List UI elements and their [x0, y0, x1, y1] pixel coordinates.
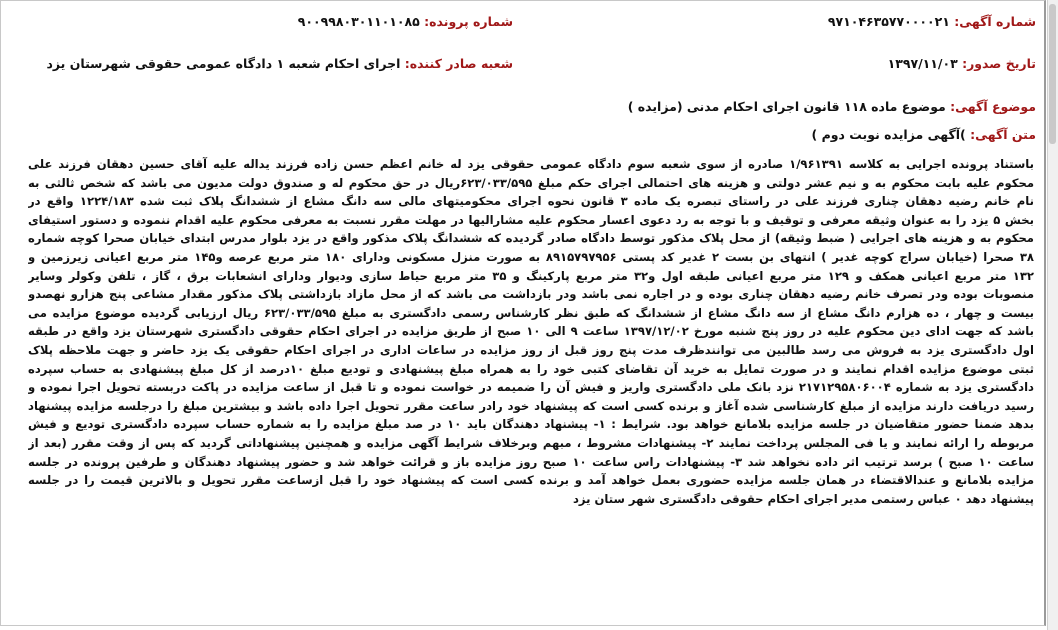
body-line: نام خانم رضیه دهقان چناری فرزند علی در راستای تبصره یک ماده ۳ قانون نحوه اجرای محکومیتهای مالی سه دانگ مشاع از ششدانگ پلاک ثبت شده ۱۲۲۴/۱۸۳ واقع در: [28, 194, 1034, 209]
case-number-value: ۹۰۰۹۹۸۰۳۰۱۱۰۱۰۸۵: [297, 14, 420, 29]
issue-date-label: تاریخ صدور:: [962, 56, 1036, 71]
ad-subject: [628, 99, 1036, 114]
ad-number-value: ۹۷۱۰۴۶۳۵۷۷۰۰۰۰۲۱: [827, 14, 950, 29]
body-line: ۱۳۲ متر مربع اعیانی همکف و ۱۲۹ متر مربع اعیانی طبقه اول و۳۲ متر مربع پارکینگ و ۳۵ متر مربع حیاط سازی ودیوار ودارای انشعابات برق ، گاز ، تلفن وکولر وسایر: [28, 268, 1034, 283]
scrollbar-thumb[interactable]: [1049, 4, 1056, 144]
body-line: ثبتی موضوع مزایده اقدام نمایند و در صورت تمایل به خرید آن تقاضای کتبی خود را به همراه مبلغ پیشنهادی و تودیع مبلغ ۱۰درصد از کل مبلغ پیشنهادی به حساب سپرده: [28, 361, 1034, 376]
body-line: باستناد پرونده اجرایی به کلاسه ۱/۹۶۱۳۹۱ صادره از سوی شعبه سوم دادگاه عمومی حقوقی یزد له خانم اعظم حسن زاده فرزند یداله علیه آقای حسین دهقان فرزند علی: [28, 157, 1034, 171]
case-number-label: شماره پرونده:: [424, 14, 513, 29]
text-label: متن آگهی:: [970, 127, 1036, 142]
notice-body: [28, 155, 1034, 508]
body-line: باشد که جهت ادای دین محکوم علیه در روز پنج شنبه مورخ ۱۳۹۷/۱۲/۰۲ ساعت ۹ الی ۱۰ صبح از طریق مزایده در اجرای احکام حقوقی دادگستری شهرستان یزد واقع در طبقه: [28, 324, 1034, 339]
issue-date: [888, 56, 1036, 71]
body-line: ساعت ۱۰ صبح ) برسد ترتیب اثر داده نخواهد شد ۳- پیشنهادات راس ساعت ۱۰ صبح روز مزایده باز و قرائت خواهد شد و حضور پیشنهاد دهندگان و طرفین پرونده در جلسه: [28, 454, 1034, 469]
body-line: مزایده بلامانع و عندالاقتضاء در همان جلسه مزایده حضوری بعمل خواهد آمد و برنده کسی است که پیشنهاد خود را قبل ازساعت مقرر تحویل و بالاترین قیمت را در جلسه: [28, 473, 1034, 488]
body-line: محکوم علیه بابت محکوم به و نیم عشر دولتی و هزینه های احتمالی اجرای حکم مبلغ ۶۲۳/۰۳۳/۵۹۵ریال در حق محکوم له و صندوق دولت مدیون می باشد که شخص ثالثی به: [28, 175, 1034, 190]
issuing-branch-label: شعبه صادر کننده:: [404, 56, 513, 71]
body-line: منصوبات بوده ودر تصرف خانم رضیه دهقان چناری بوده و در اجاره نمی باشد ودر بازداشت می باشد که از محل مازاد بازداشتی پلاک مذکور مقدار مشاعی پنج هزارو نهصدو: [28, 287, 1034, 302]
body-line: بخش ۵ یزد را به عنوان وثیقه معرفی و توقیف و با توجه به رد دعوی اعسار محکوم علیه مشارالیها در مهلت مقرر نسبت به معرفی محکوم علیه اقدام ننموده و دستور استیفای: [28, 212, 1034, 227]
body-line: بدهد ضمنا حضور متقاضیان در جلسه مزایده بلامانع خواهد بود. شرایط : ۱- پیشنهاد دهندگان باید ۱۰ در صد مبلغ مزایده را به شماره حساب سپرده دادگستری تودیع و فیش: [28, 417, 1034, 432]
subject-label: موضوع آگهی:: [950, 99, 1036, 114]
vertical-scrollbar[interactable]: [1047, 0, 1058, 630]
issuing-branch: [46, 56, 513, 71]
ad-text-header: [812, 127, 1036, 142]
body-line-last: پیشنهاد دهد ۰ عباس رستمی مدیر اجرای احکام حقوقی دادگستری شهر ستان یزد: [572, 491, 1034, 506]
body-line: اول دادگستری یزد به فروش می رسد طالبین می توانندظرف مدت پنج روز قبل از روز مزایده در ساعات اداری در اجرای احکام حقوقی یک یزد حاضر و جهت ملاحظه پلاک: [28, 342, 1034, 357]
body-line: مربوطه را ارائه نمایند و یا فی المجلس پرداخت نمایند ۲- پیشنهادات مشروط ، مبهم وبرخلاف شرایط آگهی مزایده و همچنین پیشنهاداتی گردید که پس از وقت مقرر (بعد از: [28, 435, 1034, 450]
issuing-branch-value: اجرای احکام شعبه ۱ دادگاه عمومی حقوقی شهرستان یزد: [46, 56, 401, 71]
body-line: رسید دریافت دارند مزایده از مبلغ کارشناسی شده آغاز و برنده کسی است که پیشنهاد خود رادر ساعت مقرر تحویل اجرا داده باشد و بیشترین مبلغ را درجلسه مزایده پیشنهاد: [28, 398, 1034, 413]
body-line: محکوم به و هزینه های اجرایی ( ضبط وثیقه) از محل پلاک مذکور توسط دادگاه صادر گردیده که ششدانگ پلاک مذکور واقع در یزد بلوار مدرس ابتدای خیابان صحرا کوچه شماره: [28, 231, 1034, 246]
body-line: دادگستری یزد به شماره ۲۱۷۱۲۹۵۸۰۶۰۰۴ نزد بانک ملی دادگستری واریز و فیش آن را ضمیمه در خواست نموده و تا قبل از ساعت مزایده در پاکت دربسته تحویل اجرا نموده و: [28, 380, 1034, 395]
body-line: ۳۸ صحرا (خیابان سراج کوچه غدیر ) انتهای بن بست ۲ غدیر کد پستی ۸۹۱۵۷۹۷۹۵۶ به صورت منزل مسکونی ودارای ۱۸۰ متر مربع عرصه و۱۴۵ متر مربع اعیانی زیرزمین و: [28, 249, 1034, 264]
ad-number-label: شماره آگهی:: [954, 14, 1036, 29]
ad-number: [828, 14, 1036, 29]
text-title: )آگهی مزایده نوبت دوم ): [811, 127, 966, 142]
body-line: بیست و چهار ، ده هزارم دانگ مشاع از سه دانگ مشاع از ششدانگ که طبق نظر کارشناس رسمی دادگستری به مبلغ ۶۲۳/۰۳۳/۵۹۵ ریال ارزیابی گردیده موضوع مزایده می: [28, 305, 1034, 320]
subject-value: موضوع ماده ۱۱۸ قانون اجرای احکام مدنی (مزایده ): [627, 99, 946, 114]
issue-date-value: ۱۳۹۷/۱۱/۰۳: [887, 56, 958, 71]
case-number: [298, 14, 513, 29]
